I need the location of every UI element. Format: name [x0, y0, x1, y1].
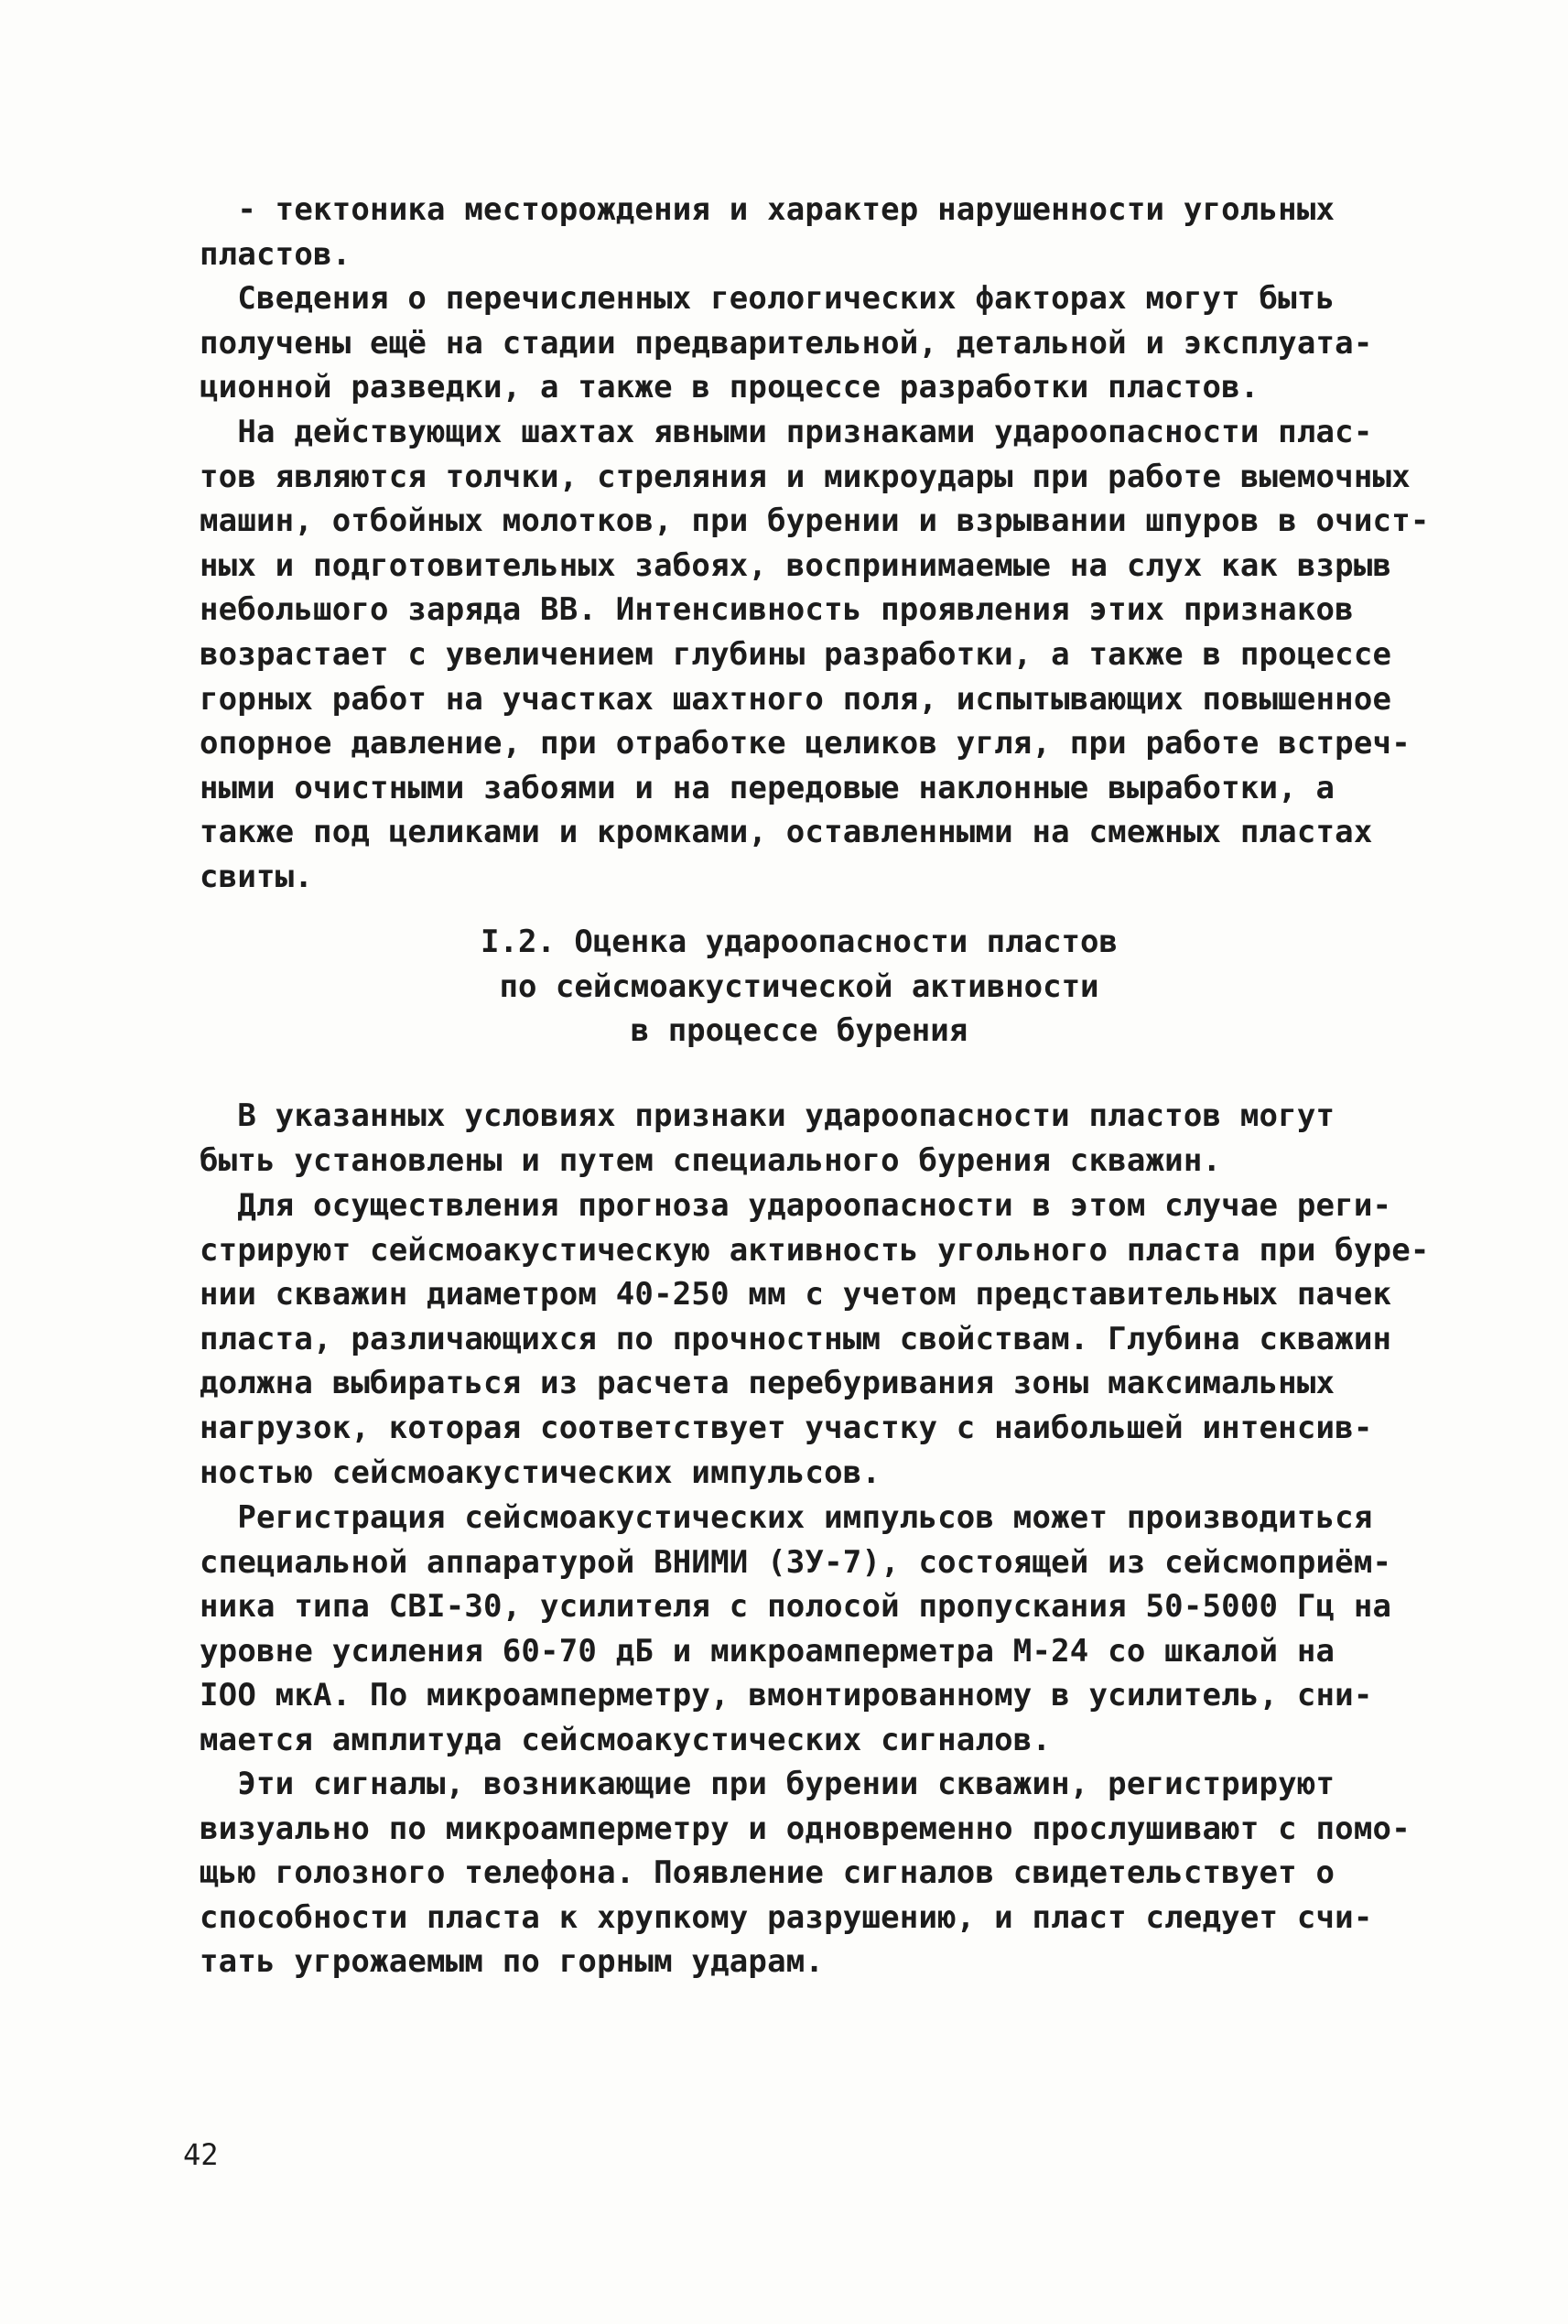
- text-line: тов являются толчки, стреляния и микроудары при работе выемочных: [200, 458, 1411, 495]
- text-line: щью голозного телефона. Появление сигналов свидетельствует о: [200, 1854, 1336, 1892]
- paragraph-registration-equipment: [200, 1496, 1399, 1763]
- page-number: 42: [183, 2137, 219, 2172]
- text-line: Регистрация сейсмоакустических импульсов может производиться: [200, 1499, 1373, 1536]
- text-line: ника типа СВI-30, усилителя с полосой пропускания 50-5000 Гц на: [200, 1588, 1392, 1626]
- text-line: - тектоника месторождения и характер нарушенности угольных: [200, 191, 1336, 228]
- text-line: возрастает с увеличением глубины разработки, а также в процессе: [200, 635, 1392, 673]
- text-line: тать угрожаемым по горным ударам.: [200, 1943, 825, 1981]
- text-line: На действующих шахтах явными признаками удароопасности плас-: [200, 414, 1373, 450]
- text-line: пласта, различающихся по прочностным свойствам. Глубина скважин: [200, 1320, 1392, 1357]
- text-line: специальной аппаратурой ВНИМИ (ЗУ-7), состоящей из сейсмоприём-: [200, 1543, 1392, 1581]
- text-line: горных работ на участках шахтного поля, испытывающих повышенное: [200, 680, 1392, 718]
- text-line: машин, отбойных молотков, при бурении и взрывании шпуров в очист-: [200, 503, 1430, 540]
- section-heading: [200, 920, 1399, 1054]
- text-line: должна выбираться из расчета перебуривания зоны максимальных: [200, 1365, 1336, 1402]
- paragraph-tectonics: [200, 188, 1399, 276]
- text-line: быть установлены и путем специального бурения скважин.: [200, 1141, 1222, 1179]
- text-line: стрируют сейсмоакустическую активность угольного пласта при буре-: [200, 1231, 1430, 1269]
- text-line: получены ещё на стадии предварительной, детальной и эксплуата-: [200, 324, 1373, 362]
- paragraph-special-drilling: [200, 1094, 1399, 1183]
- text-line: Эти сигналы, возникающие при бурении скважин, регистрируют: [200, 1766, 1336, 1802]
- text-line: ными очистными забоями и на передовые наклонные выработки, а: [200, 769, 1336, 806]
- text-line: уровне усиления 60-70 дБ и микроамперметра М-24 со шкалой на: [200, 1632, 1336, 1670]
- heading-line: в процессе бурения: [630, 1012, 968, 1050]
- text-line: нии скважин диаметром 40-250 мм с учетом представительных пачек: [200, 1276, 1392, 1313]
- paragraph-seismoacoustic-activity: [200, 1184, 1430, 1495]
- heading-line: I.2. Оценка удароопасности пластов: [481, 924, 1118, 960]
- paragraph-geological-factors: [200, 276, 1399, 410]
- text-line: Для осуществления прогноза удароопасности в этом случае реги-: [200, 1187, 1392, 1224]
- text-line: визуально по микроамперметру и одновременно прослушивают с помо-: [200, 1810, 1411, 1847]
- text-line: также под целиками и кромками, оставленными на смежных пластах: [200, 814, 1373, 851]
- text-line: свиты.: [200, 858, 314, 895]
- heading-line: по сейсмоакустической активности: [499, 967, 1099, 1005]
- text-line: способности пласта к хрупкому разрушению, и пласт следует счи-: [200, 1898, 1373, 1936]
- text-line: небольшого заряда ВВ. Интенсивность проявления этих признаков: [200, 591, 1354, 629]
- text-line: В указанных условиях признаки удароопасности пластов могут: [200, 1097, 1336, 1134]
- paragraph-signal-monitoring: [200, 1762, 1411, 1984]
- text-line: ностью сейсмоакустических импульсов.: [200, 1454, 881, 1491]
- text-line: опорное давление, при отработке целиков угля, при работе встреч-: [200, 725, 1411, 762]
- text-line: нагрузок, которая соответствует участку с наибольшей интенсив-: [200, 1409, 1373, 1446]
- text-line: мается амплитуда сейсмоакустических сигналов.: [200, 1721, 1052, 1758]
- text-line: ционной разведки, а также в процессе разработки пластов.: [200, 369, 1260, 406]
- text-line: Сведения о перечисленных геологических факторах могут быть: [200, 280, 1336, 317]
- text-line: ных и подготовительных забоях, воспринимаемые на слух как взрыв: [200, 546, 1392, 584]
- text-line: IOO мкА. По микроамперметру, вмонтированному в усилитель, сни-: [200, 1677, 1373, 1714]
- text-line: пластов.: [200, 235, 351, 273]
- paragraph-rockburst-signs: [200, 410, 1430, 900]
